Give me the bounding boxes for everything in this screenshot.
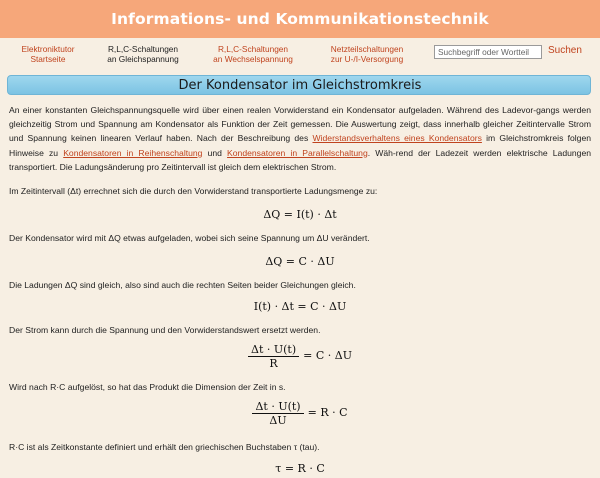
nav-link-line: Elektroniktutor [21,44,75,54]
fraction-numerator: Δt · U(t) [252,400,303,414]
nav-link-gleichspannung[interactable] [100,44,186,64]
paragraph-aufloesung: Wird nach R·C aufgelöst, so hat das Produkt die Dimension der Zeit in s. [9,382,286,392]
equation-rhs: = R · C [307,406,348,420]
paragraph-ladungen: Die Ladungen ΔQ sind gleich, also sind auch die rechten Seiten beider Gleichungen gleich. [9,280,356,290]
paragraph-zeitkonstante: R·C ist als Zeitkonstante definiert und erhält den griechischen Buchstaben τ (tau). [9,442,320,452]
nav-link-line: Startseite [30,54,66,64]
equation-tau: τ = R · C [275,462,325,475]
fraction [248,343,299,370]
fraction [252,400,303,427]
intro-text: im Gleichstromkreis folgen Hinweise zu [9,133,592,158]
nav-link-line: R,L,C-Schaltungen [217,44,289,54]
equation-time-constant-derivation [9,400,591,427]
site-banner [0,0,600,38]
equation-charge: ΔQ = I(t) · Δt [263,208,337,221]
nav-link-wechselspannung[interactable] [210,44,296,64]
nav-link-startseite[interactable] [12,44,84,64]
link-reihenschaltung[interactable]: Kondensatoren in Reihenschaltung [63,147,203,158]
fraction-numerator: Δt · U(t) [248,343,299,357]
equation-rhs: = C · ΔU [303,349,352,363]
search-input[interactable] [434,45,542,59]
paragraph-strom: Der Strom kann durch die Spannung und den Vorwiderstandswert ersetzt werden. [9,325,321,335]
equation-substitution [9,343,591,370]
search-button[interactable]: Suchen [548,45,582,56]
intro-text: . Wäh-rend der Ladezeit werden elektrische Ladungen transportiert. Die Ladungsänderung pro Zeitintervall ist gleich dem elektrischen Strom. [9,147,592,172]
paragraph-zeitintervall: Im Zeitintervall (Δt) errechnet sich die durch den Vorwiderstand transportierte Ladungsmenge zu: [9,186,378,196]
link-widerstandsverhalten[interactable]: Widerstandsverhaltens eines Kondensators [312,133,482,144]
nav-link-line: an Wechselspannung [213,54,293,64]
nav-link-netzteilschaltungen[interactable] [322,44,412,64]
intro-paragraph [9,103,591,174]
page-title-bar [7,75,591,95]
nav-link-line: Netzteilschaltungen [330,44,404,54]
equation-equality: I(t) · Δt = C · ΔU [253,300,347,313]
nav-link-line: R,L,C-Schaltungen [107,44,179,54]
page-title: Der Kondensator im Gleichstromkreis [178,78,422,93]
intro-text: und [202,147,228,158]
fraction-denominator: ΔU [269,414,287,427]
intro-text: An einer konstanten Gleichspannungsquelle wird über einen realen Vorwiderstand ein Kondensator aufgeladen. Während des Ladevor-gangs werden gleichzeitig Strom und Spannung am Kondensator als Funktion der Zeit gemessen. Die Auswertung zeigt, dass innerhalb gleicher Zeitintervalle Strom und Spannung keinen linearen Verlauf haben. Nach der Beschreibung des [9,105,591,144]
nav-link-line: zur U-/I-Versorgung [330,54,404,64]
paragraph-aufladung: Der Kondensator wird mit ΔQ etwas aufgeladen, wobei sich seine Spannung um ΔU verändert. [9,233,370,243]
nav-link-line: an Gleichspannung [107,54,179,64]
link-parallelschaltung[interactable]: Kondensatoren in Parallelschaltung [227,147,368,158]
fraction-denominator: R [269,357,278,370]
equation-capacitance: ΔQ = C · ΔU [265,255,335,268]
site-title: Informations- und Kommunikationstechnik [111,10,489,28]
